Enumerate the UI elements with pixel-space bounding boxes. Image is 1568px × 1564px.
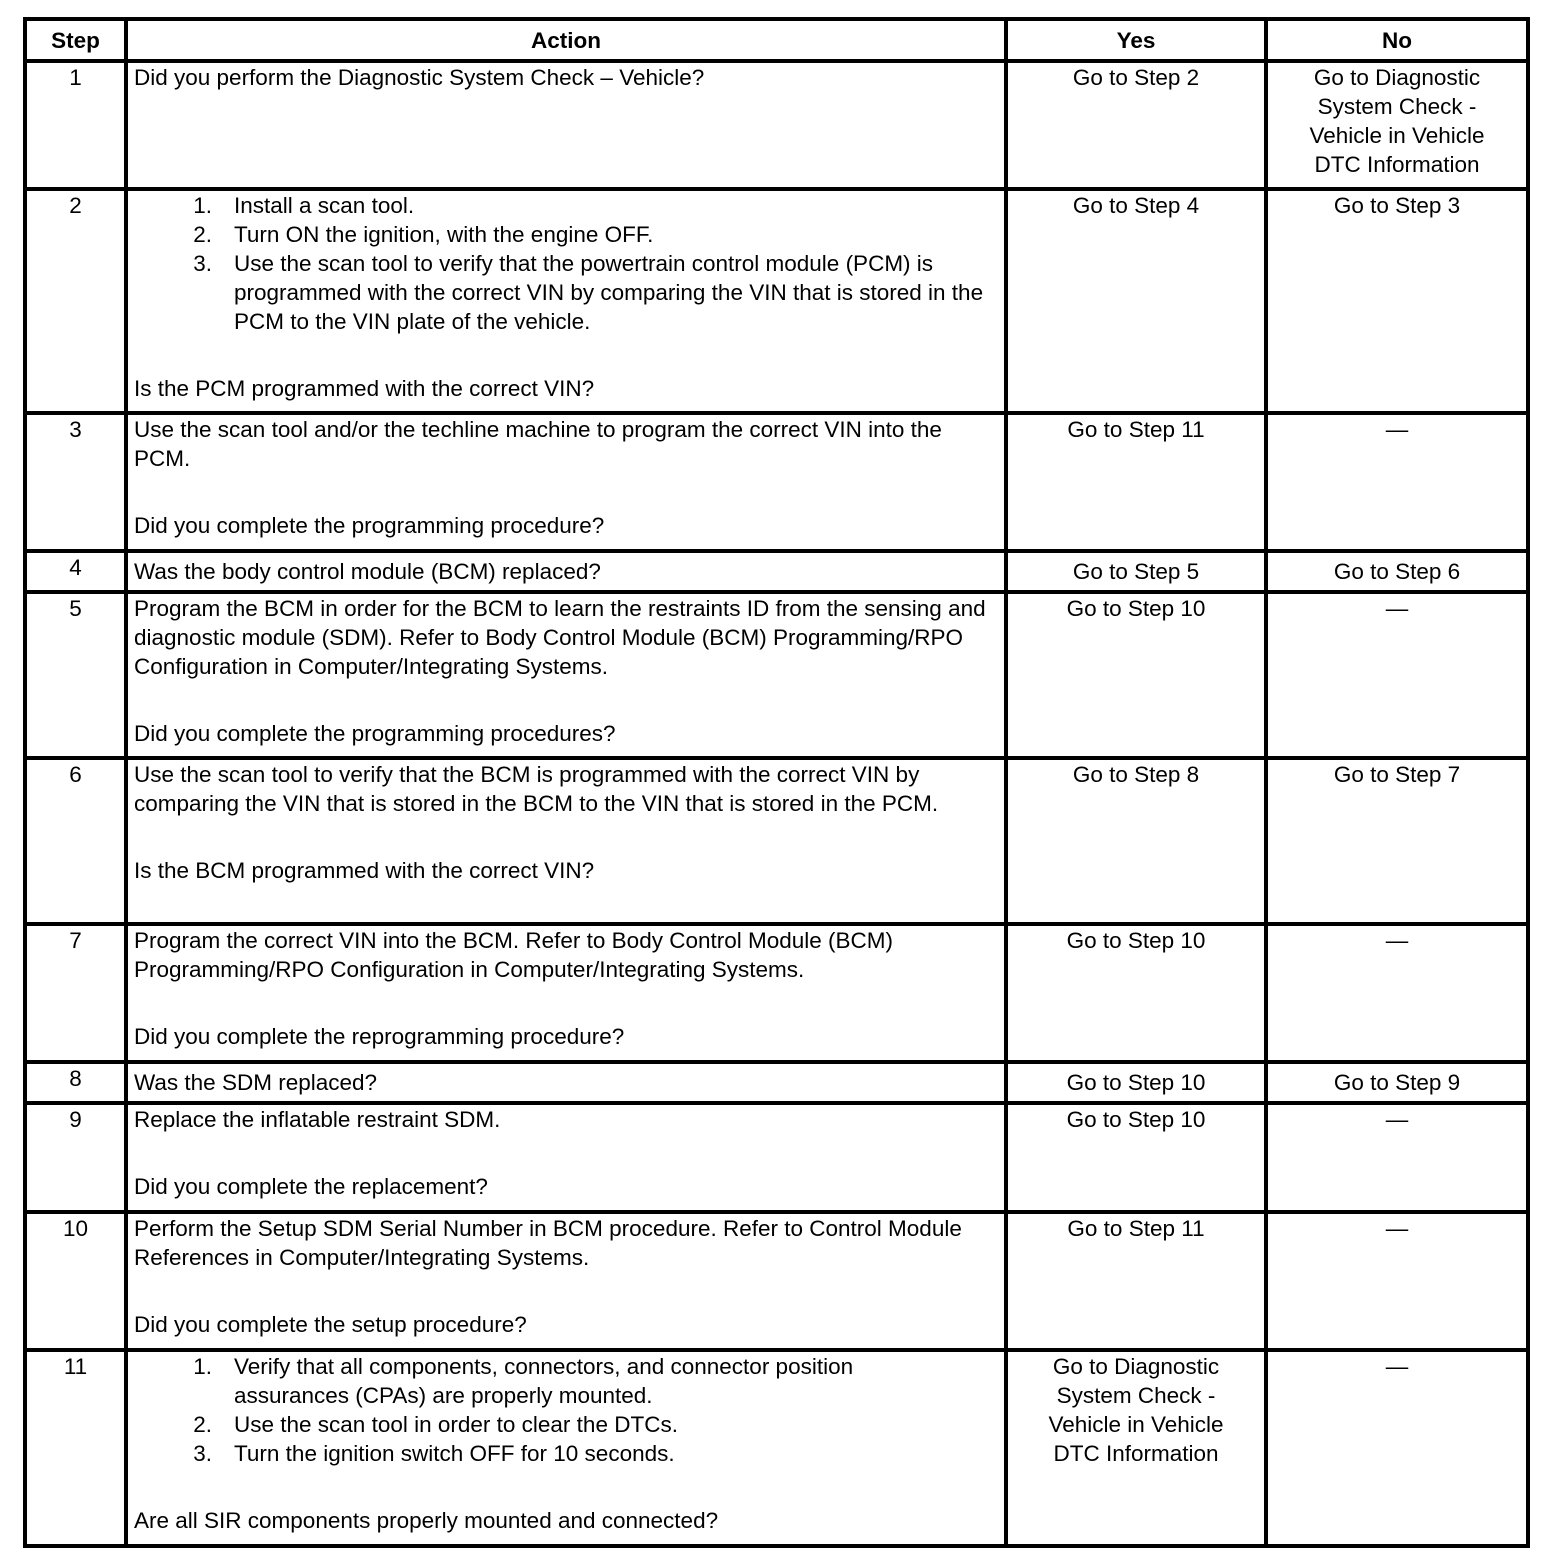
action-question: Are all SIR components properly mounted and connected?	[134, 1508, 719, 1533]
no-cell: Go to Step 3	[1266, 189, 1528, 413]
action-cell	[126, 592, 1006, 758]
action-cell	[126, 61, 1006, 189]
header-step: Step	[25, 19, 126, 61]
yes-cell: Go to Step 10	[1006, 1062, 1266, 1103]
table-row	[25, 592, 1528, 758]
no-cell: Go to Step 7	[1266, 758, 1528, 924]
list-item: 3. Turn the ignition switch OFF for 10 seconds.	[193, 1441, 675, 1466]
yes-cell: Go to Step 5	[1006, 551, 1266, 592]
header-no: No	[1266, 19, 1528, 61]
no-cell: —	[1266, 1103, 1528, 1212]
table-row	[25, 1350, 1528, 1546]
procedure-list	[134, 191, 998, 336]
step-number: 6	[25, 758, 126, 924]
list-item: 3. Use the scan tool to verify that the powertrain control module (PCM) is programmed with the correct VIN by comparing the VIN that is stored in the PCM to the VIN plate of the vehicle.	[193, 251, 984, 334]
table-row	[25, 758, 1528, 924]
action-question: Did you complete the replacement?	[134, 1174, 488, 1199]
action-text: Perform the Setup SDM Serial Number in BCM procedure. Refer to Control Module References in Computer/Integrating Systems.	[134, 1216, 962, 1270]
action-question: Did you complete the setup procedure?	[134, 1312, 527, 1337]
action-cell	[126, 1350, 1006, 1546]
action-question: Is the BCM programmed with the correct VIN?	[134, 858, 595, 883]
no-cell: —	[1266, 924, 1528, 1062]
action-text: Replace the inflatable restraint SDM.	[134, 1107, 501, 1132]
step-number: 8	[25, 1062, 126, 1103]
action-cell	[126, 413, 1006, 551]
header-yes: Yes	[1006, 19, 1266, 61]
action-cell	[126, 924, 1006, 1062]
step-number: 3	[25, 413, 126, 551]
yes-cell: Go to Step 10	[1006, 1103, 1266, 1212]
table-row	[25, 413, 1528, 551]
action-question: Did you complete the programming procedure?	[134, 513, 605, 538]
action-cell	[126, 758, 1006, 924]
no-cell: Go to Diagnostic System Check - Vehicle in Vehicle DTC Information	[1266, 61, 1528, 189]
action-text: Was the SDM replaced?	[126, 1062, 1006, 1103]
yes-cell: Go to Step 10	[1006, 924, 1266, 1062]
step-number: 7	[25, 924, 126, 1062]
no-cell: —	[1266, 592, 1528, 758]
table-row	[25, 61, 1528, 189]
step-number: 10	[25, 1212, 126, 1350]
action-text: Program the BCM in order for the BCM to learn the restraints ID from the sensing and diagnostic module (SDM). Refer to Body Control Module (BCM) Programming/RPO Configuration in Computer/Integrating Systems.	[134, 596, 986, 679]
no-cell: —	[1266, 1212, 1528, 1350]
action-question: Did you complete the programming procedures?	[134, 721, 616, 746]
list-item: 1. Install a scan tool.	[193, 193, 415, 218]
action-text: Use the scan tool to verify that the BCM is programmed with the correct VIN by comparing the VIN that is stored in the BCM to the VIN that is stored in the PCM.	[134, 762, 939, 816]
yes-cell: Go to Diagnostic System Check - Vehicle in Vehicle DTC Information	[1006, 1350, 1266, 1546]
no-cell: —	[1266, 1350, 1528, 1546]
step-number: 4	[25, 551, 126, 592]
yes-cell: Go to Step 8	[1006, 758, 1266, 924]
list-item: 2. Use the scan tool in order to clear the DTCs.	[193, 1412, 678, 1437]
action-cell	[126, 189, 1006, 413]
step-number: 11	[25, 1350, 126, 1546]
step-number: 9	[25, 1103, 126, 1212]
procedure-list	[134, 1352, 998, 1468]
action-cell	[126, 1212, 1006, 1350]
step-number: 1	[25, 61, 126, 189]
yes-cell: Go to Step 11	[1006, 413, 1266, 551]
table-row	[25, 1103, 1528, 1212]
action-text: Use the scan tool and/or the techline machine to program the correct VIN into the PCM.	[134, 417, 942, 471]
yes-cell: Go to Step 11	[1006, 1212, 1266, 1350]
action-question: Did you complete the reprogramming procedure?	[134, 1024, 625, 1049]
header-action: Action	[126, 19, 1006, 61]
diagnostic-table	[23, 17, 1530, 1548]
action-question: Is the PCM programmed with the correct VIN?	[134, 376, 595, 401]
step-number: 5	[25, 592, 126, 758]
action-text: Did you perform the Diagnostic System Check – Vehicle?	[134, 65, 705, 90]
list-item: 1. Verify that all components, connectors, and connector position assurances (CPAs) are properly mounted.	[193, 1354, 854, 1408]
step-number: 2	[25, 189, 126, 413]
action-cell	[126, 1103, 1006, 1212]
list-item: 2. Turn ON the ignition, with the engine OFF.	[193, 222, 654, 247]
action-text: Program the correct VIN into the BCM. Refer to Body Control Module (BCM) Programming/RPO Configuration in Computer/Integrating Systems.	[134, 928, 894, 982]
table-row	[25, 1212, 1528, 1350]
header-row	[25, 19, 1528, 61]
yes-cell: Go to Step 10	[1006, 592, 1266, 758]
no-cell: Go to Step 9	[1266, 1062, 1528, 1103]
no-cell: Go to Step 6	[1266, 551, 1528, 592]
no-cell: —	[1266, 413, 1528, 551]
table-row	[25, 551, 1528, 592]
table-row	[25, 1062, 1528, 1103]
yes-cell: Go to Step 4	[1006, 189, 1266, 413]
table-row	[25, 189, 1528, 413]
yes-cell: Go to Step 2	[1006, 61, 1266, 189]
table-row	[25, 924, 1528, 1062]
action-text: Was the body control module (BCM) replaced?	[126, 551, 1006, 592]
